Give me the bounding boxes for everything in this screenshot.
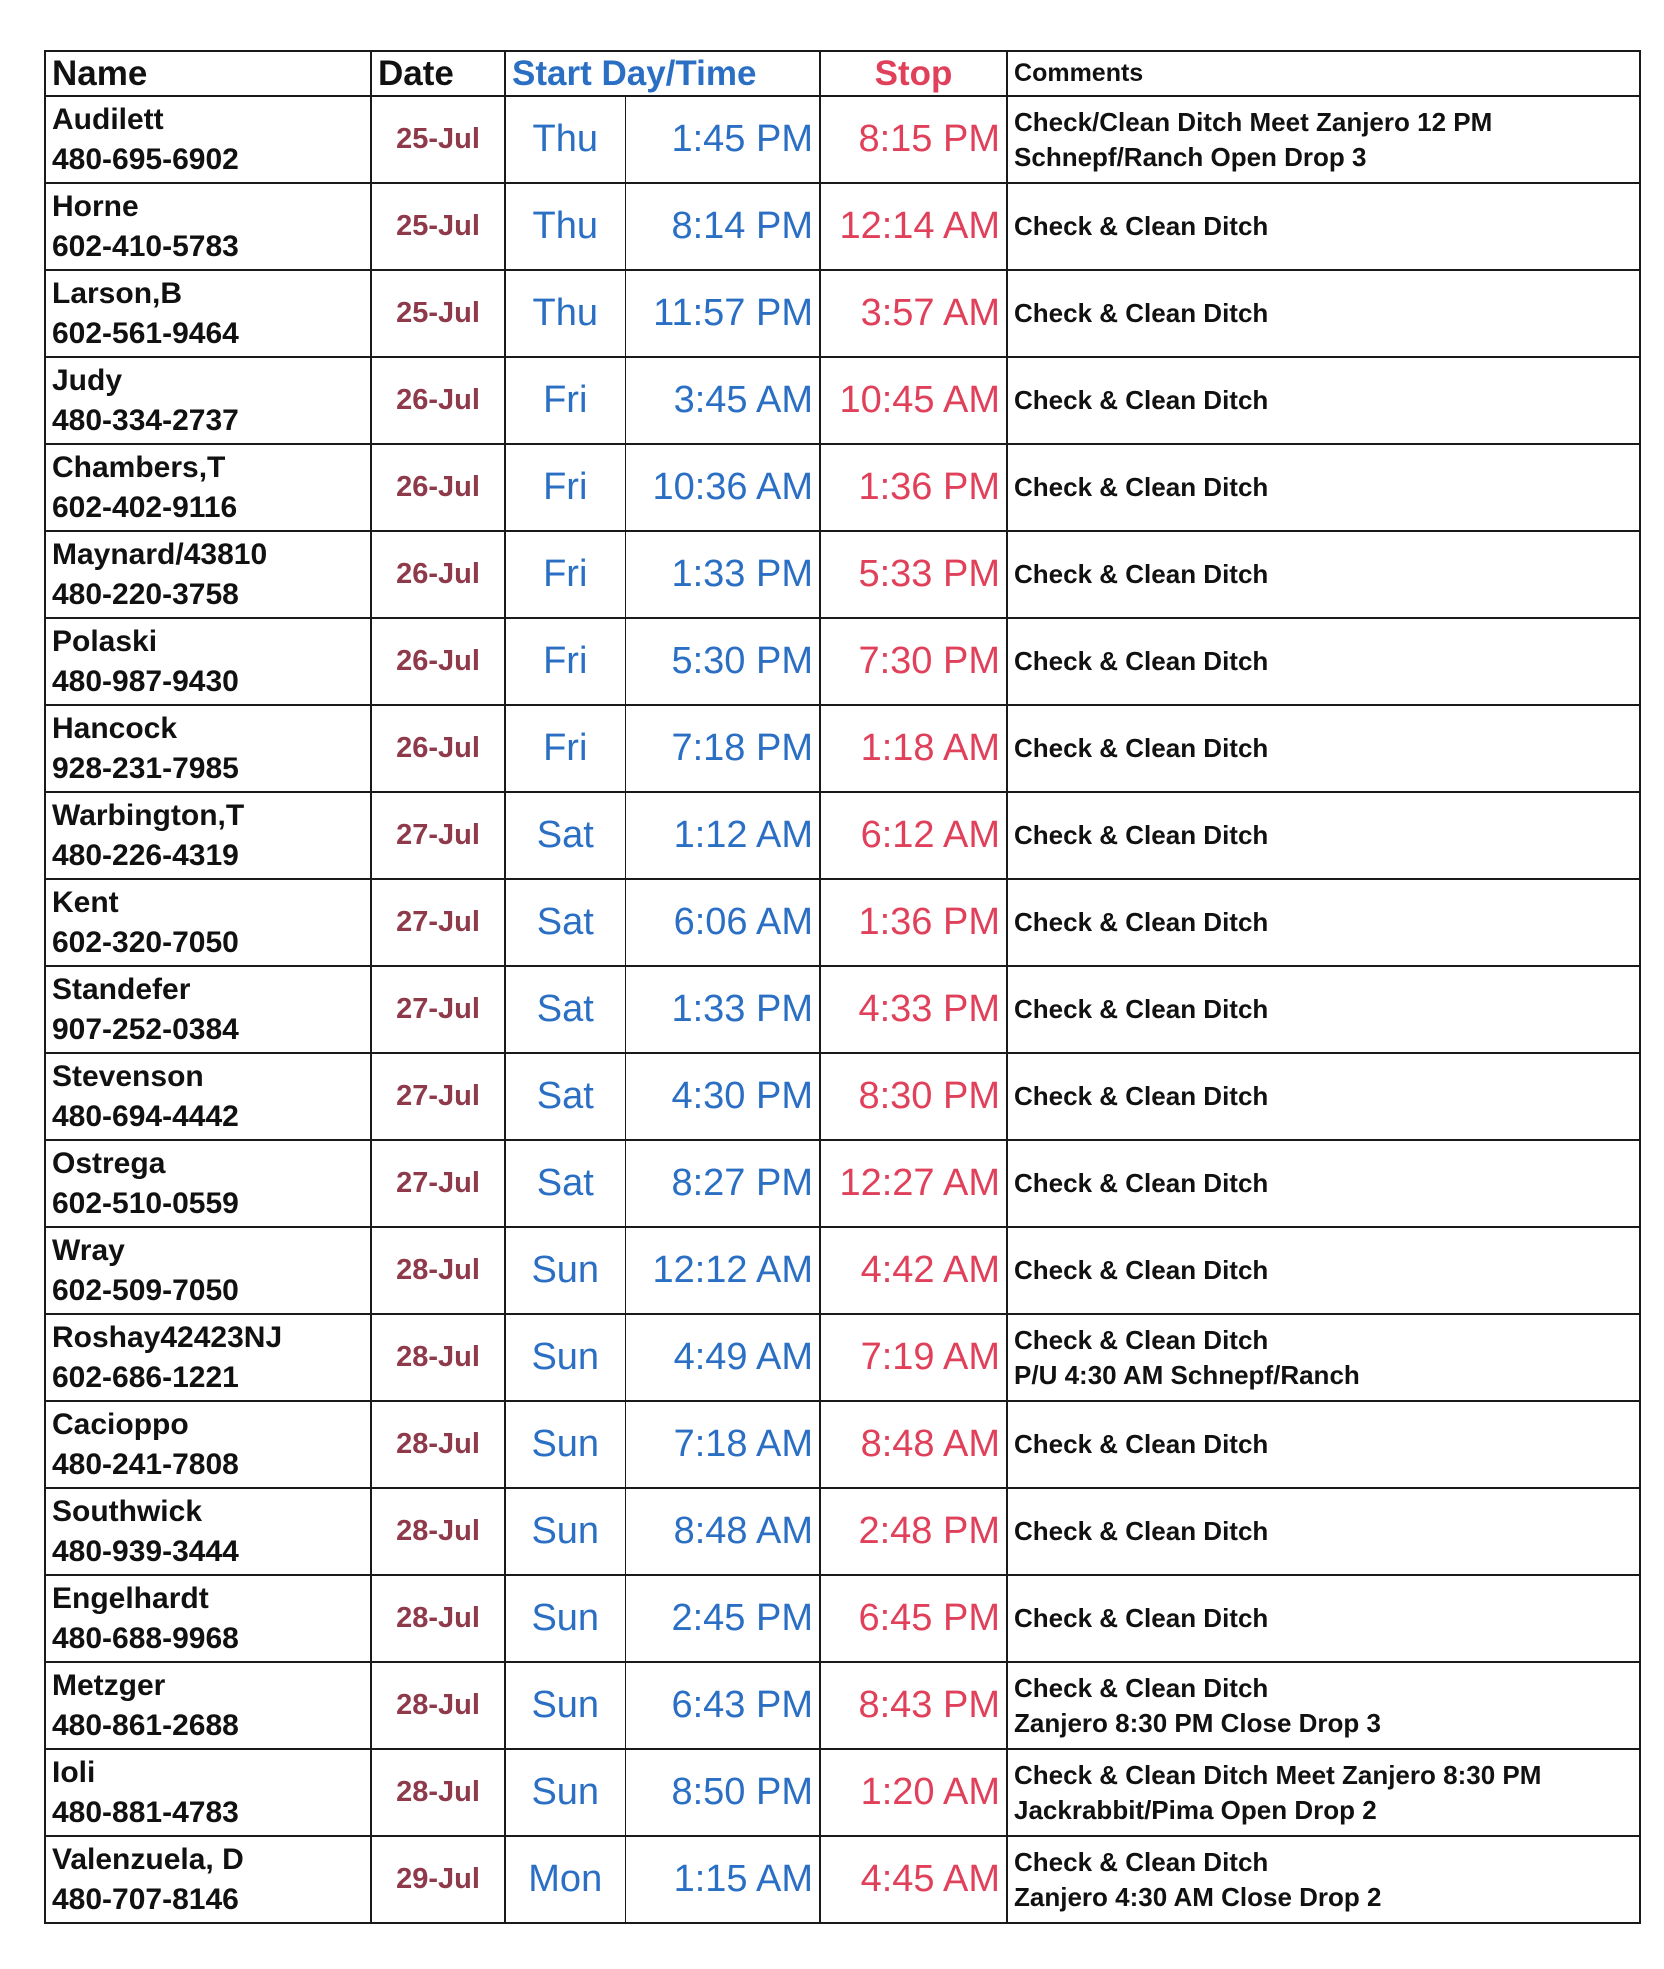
name-cell	[45, 1053, 371, 1140]
comment-cell	[1007, 966, 1640, 1053]
start-time-cell: 8:14 PM	[625, 183, 820, 270]
day-cell: Fri	[505, 357, 625, 444]
person-name: Polaski	[52, 624, 158, 658]
date-cell: 27-Jul	[371, 1053, 505, 1140]
person-name: Horne	[52, 189, 139, 223]
table-row	[45, 183, 1640, 270]
person-name: Wray	[52, 1233, 125, 1267]
start-time-cell: 1:45 PM	[625, 96, 820, 183]
stop-time-cell: 1:36 PM	[820, 444, 1007, 531]
start-time-cell: 1:33 PM	[625, 966, 820, 1053]
table-row	[45, 618, 1640, 705]
day-cell: Fri	[505, 705, 625, 792]
date-cell: 28-Jul	[371, 1227, 505, 1314]
start-time-cell: 12:12 AM	[625, 1227, 820, 1314]
person-name: Cacioppo	[52, 1407, 189, 1441]
header-date: Date	[371, 51, 505, 96]
comment-line-2: Zanjero 4:30 AM Close Drop 2	[1014, 1881, 1382, 1912]
date-cell: 28-Jul	[371, 1314, 505, 1401]
person-phone: 480-694-4442	[52, 1099, 239, 1133]
stop-time-cell: 4:33 PM	[820, 966, 1007, 1053]
person-name: Ioli	[52, 1755, 96, 1789]
day-cell: Sun	[505, 1227, 625, 1314]
table-row	[45, 1836, 1640, 1923]
table-row	[45, 531, 1640, 618]
comment-line-2: Zanjero 8:30 PM Close Drop 3	[1014, 1707, 1381, 1738]
date-cell: 25-Jul	[371, 183, 505, 270]
day-cell: Sun	[505, 1488, 625, 1575]
day-cell: Fri	[505, 444, 625, 531]
comment-cell	[1007, 357, 1640, 444]
comment-cell	[1007, 618, 1640, 705]
comment-cell	[1007, 1575, 1640, 1662]
person-phone: 602-320-7050	[52, 925, 239, 959]
date-cell: 28-Jul	[371, 1749, 505, 1836]
stop-time-cell: 5:33 PM	[820, 531, 1007, 618]
name-cell	[45, 1836, 371, 1923]
comment-line-1: Check/Clean Ditch Meet Zanjero 12 PM	[1014, 106, 1493, 137]
comment-cell	[1007, 792, 1640, 879]
date-cell: 27-Jul	[371, 879, 505, 966]
comment-line-2: Jackrabbit/Pima Open Drop 2	[1014, 1794, 1377, 1825]
name-cell	[45, 357, 371, 444]
day-cell: Mon	[505, 1836, 625, 1923]
table-row	[45, 1401, 1640, 1488]
date-cell: 26-Jul	[371, 618, 505, 705]
stop-time-cell: 1:18 AM	[820, 705, 1007, 792]
comment-cell	[1007, 1140, 1640, 1227]
table-row	[45, 1662, 1640, 1749]
table-row	[45, 1575, 1640, 1662]
table-row	[45, 444, 1640, 531]
header-start: Start Day/Time	[505, 51, 820, 96]
date-cell: 26-Jul	[371, 444, 505, 531]
name-cell	[45, 270, 371, 357]
comment-line-1: Check & Clean Ditch	[1014, 559, 1269, 589]
stop-time-cell: 1:36 PM	[820, 879, 1007, 966]
person-name: Metzger	[52, 1668, 166, 1702]
person-name: Standefer	[52, 972, 191, 1006]
start-time-cell: 11:57 PM	[625, 270, 820, 357]
table-row	[45, 1227, 1640, 1314]
header-name: Name	[45, 51, 371, 96]
table-body	[45, 96, 1640, 1923]
person-phone: 480-987-9430	[52, 664, 239, 698]
name-cell	[45, 1314, 371, 1401]
name-cell	[45, 1140, 371, 1227]
stop-time-cell: 8:48 AM	[820, 1401, 1007, 1488]
stop-time-cell: 6:45 PM	[820, 1575, 1007, 1662]
stop-time-cell: 8:43 PM	[820, 1662, 1007, 1749]
name-cell	[45, 1401, 371, 1488]
person-name: Engelhardt	[52, 1581, 209, 1615]
comment-line-1: Check & Clean Ditch	[1014, 1255, 1269, 1285]
name-cell	[45, 966, 371, 1053]
comment-line-1: Check & Clean Ditch	[1014, 994, 1269, 1024]
person-name: Roshay42423NJ	[52, 1320, 283, 1354]
person-name: Judy	[52, 363, 123, 397]
day-cell: Thu	[505, 270, 625, 357]
person-phone: 602-561-9464	[52, 316, 239, 350]
stop-time-cell: 7:19 AM	[820, 1314, 1007, 1401]
date-cell: 25-Jul	[371, 270, 505, 357]
day-cell: Thu	[505, 96, 625, 183]
person-phone: 602-510-0559	[52, 1186, 239, 1220]
name-cell	[45, 1488, 371, 1575]
date-cell: 28-Jul	[371, 1575, 505, 1662]
day-cell: Sat	[505, 966, 625, 1053]
comment-line-1: Check & Clean Ditch	[1014, 1429, 1269, 1459]
person-phone: 602-686-1221	[52, 1360, 239, 1394]
table-row	[45, 792, 1640, 879]
comment-cell	[1007, 1314, 1640, 1401]
person-name: Warbington,T	[52, 798, 245, 832]
person-phone: 480-881-4783	[52, 1795, 239, 1829]
start-time-cell: 6:43 PM	[625, 1662, 820, 1749]
table-row	[45, 1053, 1640, 1140]
name-cell	[45, 531, 371, 618]
stop-time-cell: 12:27 AM	[820, 1140, 1007, 1227]
day-cell: Sun	[505, 1749, 625, 1836]
stop-time-cell: 12:14 AM	[820, 183, 1007, 270]
stop-time-cell: 6:12 AM	[820, 792, 1007, 879]
comment-line-1: Check & Clean Ditch Meet Zanjero 8:30 PM	[1014, 1759, 1542, 1790]
comment-line-1: Check & Clean Ditch	[1014, 1516, 1269, 1546]
name-cell	[45, 183, 371, 270]
header-row	[45, 51, 1640, 96]
day-cell: Fri	[505, 618, 625, 705]
person-phone: 480-707-8146	[52, 1882, 239, 1916]
day-cell: Sun	[505, 1314, 625, 1401]
comment-line-1: Check & Clean Ditch	[1014, 733, 1269, 763]
start-time-cell: 8:48 AM	[625, 1488, 820, 1575]
stop-time-cell: 10:45 AM	[820, 357, 1007, 444]
start-time-cell: 7:18 AM	[625, 1401, 820, 1488]
table-row	[45, 1749, 1640, 1836]
person-phone: 480-334-2737	[52, 403, 239, 437]
person-name: Kent	[52, 885, 119, 919]
comment-cell	[1007, 1749, 1640, 1836]
table-row	[45, 1488, 1640, 1575]
comment-cell	[1007, 705, 1640, 792]
person-name: Audilett	[52, 102, 164, 136]
person-phone: 480-861-2688	[52, 1708, 239, 1742]
header-comments: Comments	[1007, 51, 1640, 96]
comment-line-1: Check & Clean Ditch	[1014, 1603, 1269, 1633]
table-row	[45, 879, 1640, 966]
person-name: Southwick	[52, 1494, 203, 1528]
person-phone: 480-939-3444	[52, 1534, 239, 1568]
comment-line-2: P/U 4:30 AM Schnepf/Ranch	[1014, 1359, 1360, 1390]
date-cell: 29-Jul	[371, 1836, 505, 1923]
date-cell: 27-Jul	[371, 792, 505, 879]
day-cell: Sun	[505, 1401, 625, 1488]
person-name: Hancock	[52, 711, 178, 745]
comment-cell	[1007, 1488, 1640, 1575]
day-cell: Fri	[505, 531, 625, 618]
name-cell	[45, 1749, 371, 1836]
comment-line-1: Check & Clean Ditch	[1014, 298, 1269, 328]
start-time-cell: 1:33 PM	[625, 531, 820, 618]
start-time-cell: 3:45 AM	[625, 357, 820, 444]
table-row	[45, 357, 1640, 444]
name-cell	[45, 792, 371, 879]
stop-time-cell: 7:30 PM	[820, 618, 1007, 705]
comment-line-1: Check & Clean Ditch	[1014, 1672, 1269, 1703]
table-row	[45, 1314, 1640, 1401]
person-phone: 480-695-6902	[52, 142, 239, 176]
person-name: Maynard/43810	[52, 537, 268, 571]
comment-line-1: Check & Clean Ditch	[1014, 1846, 1269, 1877]
stop-time-cell: 1:20 AM	[820, 1749, 1007, 1836]
start-time-cell: 5:30 PM	[625, 618, 820, 705]
start-time-cell: 10:36 AM	[625, 444, 820, 531]
start-time-cell: 8:50 PM	[625, 1749, 820, 1836]
person-phone: 907-252-0384	[52, 1012, 239, 1046]
comment-cell	[1007, 531, 1640, 618]
date-cell: 26-Jul	[371, 531, 505, 618]
stop-time-cell: 3:57 AM	[820, 270, 1007, 357]
stop-time-cell: 4:45 AM	[820, 1836, 1007, 1923]
date-cell: 27-Jul	[371, 966, 505, 1053]
date-cell: 25-Jul	[371, 96, 505, 183]
day-cell: Sat	[505, 1053, 625, 1140]
comment-line-1: Check & Clean Ditch	[1014, 820, 1269, 850]
comment-cell	[1007, 270, 1640, 357]
table-row	[45, 705, 1640, 792]
person-name: Larson,B	[52, 276, 183, 310]
start-time-cell: 7:18 PM	[625, 705, 820, 792]
stop-time-cell: 8:15 PM	[820, 96, 1007, 183]
comment-line-1: Check & Clean Ditch	[1014, 472, 1269, 502]
comment-cell	[1007, 879, 1640, 966]
comment-line-2: Schnepf/Ranch Open Drop 3	[1014, 141, 1367, 172]
date-cell: 27-Jul	[371, 1140, 505, 1227]
start-time-cell: 6:06 AM	[625, 879, 820, 966]
comment-cell	[1007, 183, 1640, 270]
date-cell: 26-Jul	[371, 357, 505, 444]
name-cell	[45, 618, 371, 705]
day-cell: Sat	[505, 879, 625, 966]
person-name: Stevenson	[52, 1059, 204, 1093]
start-time-cell: 1:12 AM	[625, 792, 820, 879]
person-phone: 602-402-9116	[52, 490, 238, 524]
start-time-cell: 4:30 PM	[625, 1053, 820, 1140]
name-cell	[45, 879, 371, 966]
day-cell: Sat	[505, 792, 625, 879]
date-cell: 28-Jul	[371, 1401, 505, 1488]
date-cell: 26-Jul	[371, 705, 505, 792]
table-row	[45, 270, 1640, 357]
comment-line-1: Check & Clean Ditch	[1014, 211, 1269, 241]
person-phone: 602-410-5783	[52, 229, 239, 263]
comment-line-1: Check & Clean Ditch	[1014, 1081, 1269, 1111]
comment-cell	[1007, 1227, 1640, 1314]
day-cell: Thu	[505, 183, 625, 270]
comment-line-1: Check & Clean Ditch	[1014, 1168, 1269, 1198]
person-phone: 602-509-7050	[52, 1273, 239, 1307]
name-cell	[45, 1227, 371, 1314]
comment-line-1: Check & Clean Ditch	[1014, 385, 1269, 415]
person-phone: 928-231-7985	[52, 751, 239, 785]
schedule-table	[44, 50, 1641, 1924]
day-cell: Sun	[505, 1575, 625, 1662]
comment-line-1: Check & Clean Ditch	[1014, 646, 1269, 676]
comment-cell	[1007, 96, 1640, 183]
comment-cell	[1007, 1053, 1640, 1140]
comment-cell	[1007, 1401, 1640, 1488]
table-row	[45, 96, 1640, 183]
comment-line-1: Check & Clean Ditch	[1014, 907, 1269, 937]
person-name: Chambers,T	[52, 450, 226, 484]
stop-time-cell: 4:42 AM	[820, 1227, 1007, 1314]
start-time-cell: 4:49 AM	[625, 1314, 820, 1401]
comment-cell	[1007, 1836, 1640, 1923]
date-cell: 28-Jul	[371, 1662, 505, 1749]
person-phone: 480-220-3758	[52, 577, 239, 611]
comment-cell	[1007, 1662, 1640, 1749]
start-time-cell: 2:45 PM	[625, 1575, 820, 1662]
comment-cell	[1007, 444, 1640, 531]
day-cell: Sun	[505, 1662, 625, 1749]
person-phone: 480-241-7808	[52, 1447, 239, 1481]
stop-time-cell: 8:30 PM	[820, 1053, 1007, 1140]
table-row	[45, 1140, 1640, 1227]
header-stop: Stop	[820, 51, 1007, 96]
name-cell	[45, 1575, 371, 1662]
name-cell	[45, 705, 371, 792]
name-cell	[45, 96, 371, 183]
name-cell	[45, 444, 371, 531]
person-name: Valenzuela, D	[52, 1842, 244, 1876]
person-phone: 480-226-4319	[52, 838, 239, 872]
person-phone: 480-688-9968	[52, 1621, 239, 1655]
person-name: Ostrega	[52, 1146, 166, 1180]
start-time-cell: 1:15 AM	[625, 1836, 820, 1923]
start-time-cell: 8:27 PM	[625, 1140, 820, 1227]
date-cell: 28-Jul	[371, 1488, 505, 1575]
name-cell	[45, 1662, 371, 1749]
stop-time-cell: 2:48 PM	[820, 1488, 1007, 1575]
comment-line-1: Check & Clean Ditch	[1014, 1324, 1269, 1355]
table-row	[45, 966, 1640, 1053]
day-cell: Sat	[505, 1140, 625, 1227]
